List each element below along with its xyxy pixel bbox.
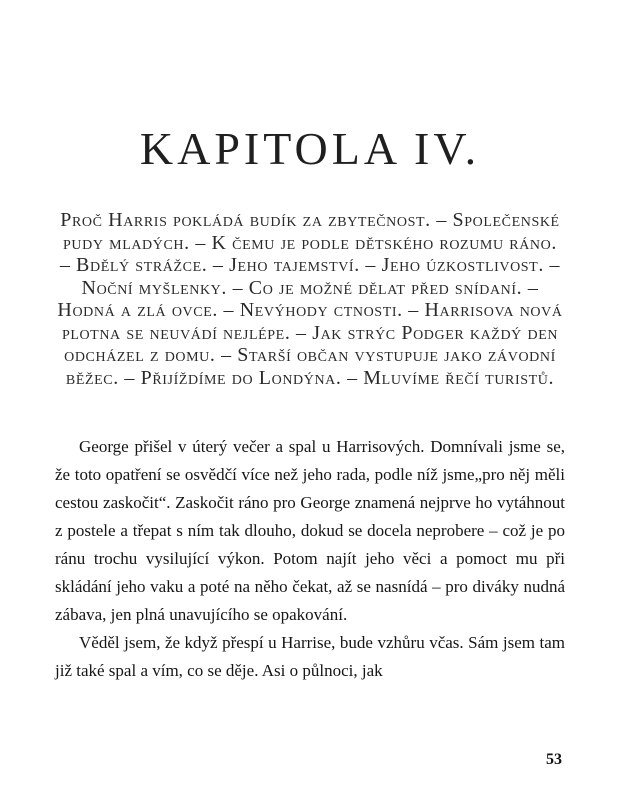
- chapter-title: KAPITOLA IV.: [139, 123, 481, 174]
- body-paragraph: George přišel v úterý večer a spal u Harrisových. Domnívali jsme se, že toto opatření se osvědčí více než jeho rada, podle níž jsme„pro něj měli cestou zaskočit“. Zaskočit ráno pro George znamená nejprve ho vytáhnout z postele a třepat s ním tak dlouho, dokud se docela neprobere – což je po ránu trochu vysilující výkon. Potom najít jeho věci a pomoct mu při skládání jeho vaku a poté na něho čekat, až se nasnídá – pro diváky nudná zábava, jen plná unavujícího se opakování.: [55, 437, 565, 624]
- body-text: [55, 433, 565, 685]
- page-number: 53: [546, 751, 562, 768]
- chapter-summary: Proč Harris pokládá budík za zbytečnost. – Společenské pudy mladých. – K čemu je podle dětského rozumu ráno. – Bdělý strážce. – Jeho tajemství. – Jeho úzkostlivost. – Noční myšlenky. – Co je možné dělat před snídaní. – Hodná a zlá ovce. – Nevýhody ctnosti. – Harrisova nová plotna se neuvádí nejlépe. – Jak strýc Podger každý den odcházel z domu. – Starší občan vystupuje jako závodní běžec. – Přijíždíme do Londýna. – Mluvíme řečí turistů.: [57, 209, 563, 389]
- body-paragraph: Věděl jsem, že když přespí u Harrise, bude vzhůru včas. Sám jsem tam již také spal a vím, co se děje. Asi o půlnoci, jak: [55, 633, 565, 680]
